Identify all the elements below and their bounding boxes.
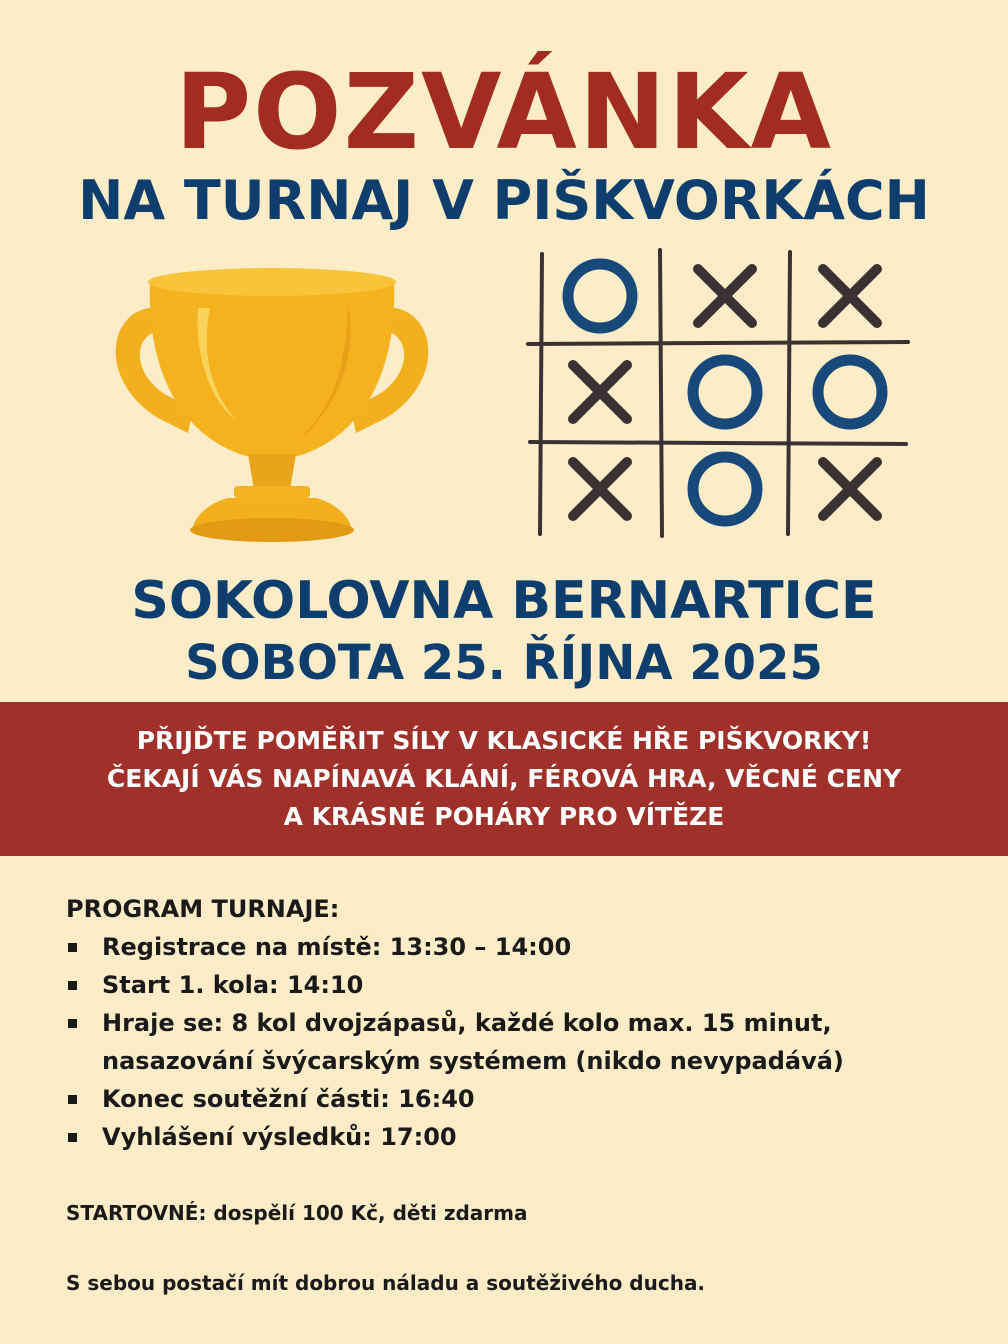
- program-list: [66, 928, 966, 1156]
- venue: SOKOLOVNA BERNARTICE: [131, 571, 877, 631]
- list-item: [66, 1118, 966, 1156]
- o-mark-icon: [818, 360, 882, 424]
- o-mark-icon: [568, 264, 632, 328]
- program-heading: PROGRAM TURNAJE:: [66, 895, 340, 923]
- list-item-text: Konec soutěžní části: 16:40: [102, 1085, 475, 1113]
- event-date: SOBOTA 25. ŘÍJNA 2025: [185, 635, 823, 691]
- program-section: [66, 890, 966, 1156]
- x-mark-icon: [823, 462, 877, 516]
- square-bullet-icon: [68, 1019, 77, 1028]
- x-mark-icon: [698, 269, 752, 323]
- page-title: POZVÁNKA: [174, 51, 834, 173]
- tic-tac-toe-board-icon: [522, 244, 914, 544]
- banner-line: A KRÁSNÉ POHÁRY PRO VÍTĚZE: [283, 802, 725, 831]
- x-mark-icon: [823, 269, 877, 323]
- list-item: [66, 1004, 966, 1080]
- closing-note: S sebou postačí mít dobrou náladu a soutěživého ducha.: [66, 1271, 706, 1295]
- trophy-icon: [98, 268, 446, 548]
- list-item-text: Registrace na místě: 13:30 – 14:00: [102, 933, 572, 961]
- banner-line: PŘIJĎTE POMĚŘIT SÍLY V KLASICKÉ HŘE PIŠKVORKY!: [136, 726, 872, 755]
- info-banner: [0, 702, 1008, 856]
- list-item-text: Vyhlášení výsledků: 17:00: [102, 1123, 457, 1151]
- list-item-text: Start 1. kola: 14:10: [102, 971, 364, 999]
- entry-fee: STARTOVNÉ: dospělí 100 Kč, děti zdarma: [66, 1201, 528, 1225]
- list-item: [66, 928, 966, 966]
- list-item-text: Hraje se: 8 kol dvojzápasů, každé kolo max. 15 minut, nasazování švýcarským systémem (nikdo nevypadává): [102, 1009, 844, 1075]
- square-bullet-icon: [68, 981, 77, 990]
- page-subtitle: NA TURNAJ V PIŠKVORKÁCH: [78, 169, 930, 232]
- o-mark-icon: [693, 457, 757, 521]
- list-item: [66, 1080, 966, 1118]
- list-item: [66, 966, 966, 1004]
- x-mark-icon: [573, 462, 627, 516]
- square-bullet-icon: [68, 943, 77, 952]
- o-mark-icon: [693, 360, 757, 424]
- banner-line: ČEKAJÍ VÁS NAPÍNAVÁ KLÁNÍ, FÉROVÁ HRA, VĚCNÉ CENY: [106, 764, 902, 793]
- square-bullet-icon: [68, 1133, 77, 1142]
- square-bullet-icon: [68, 1095, 77, 1104]
- x-mark-icon: [573, 365, 627, 419]
